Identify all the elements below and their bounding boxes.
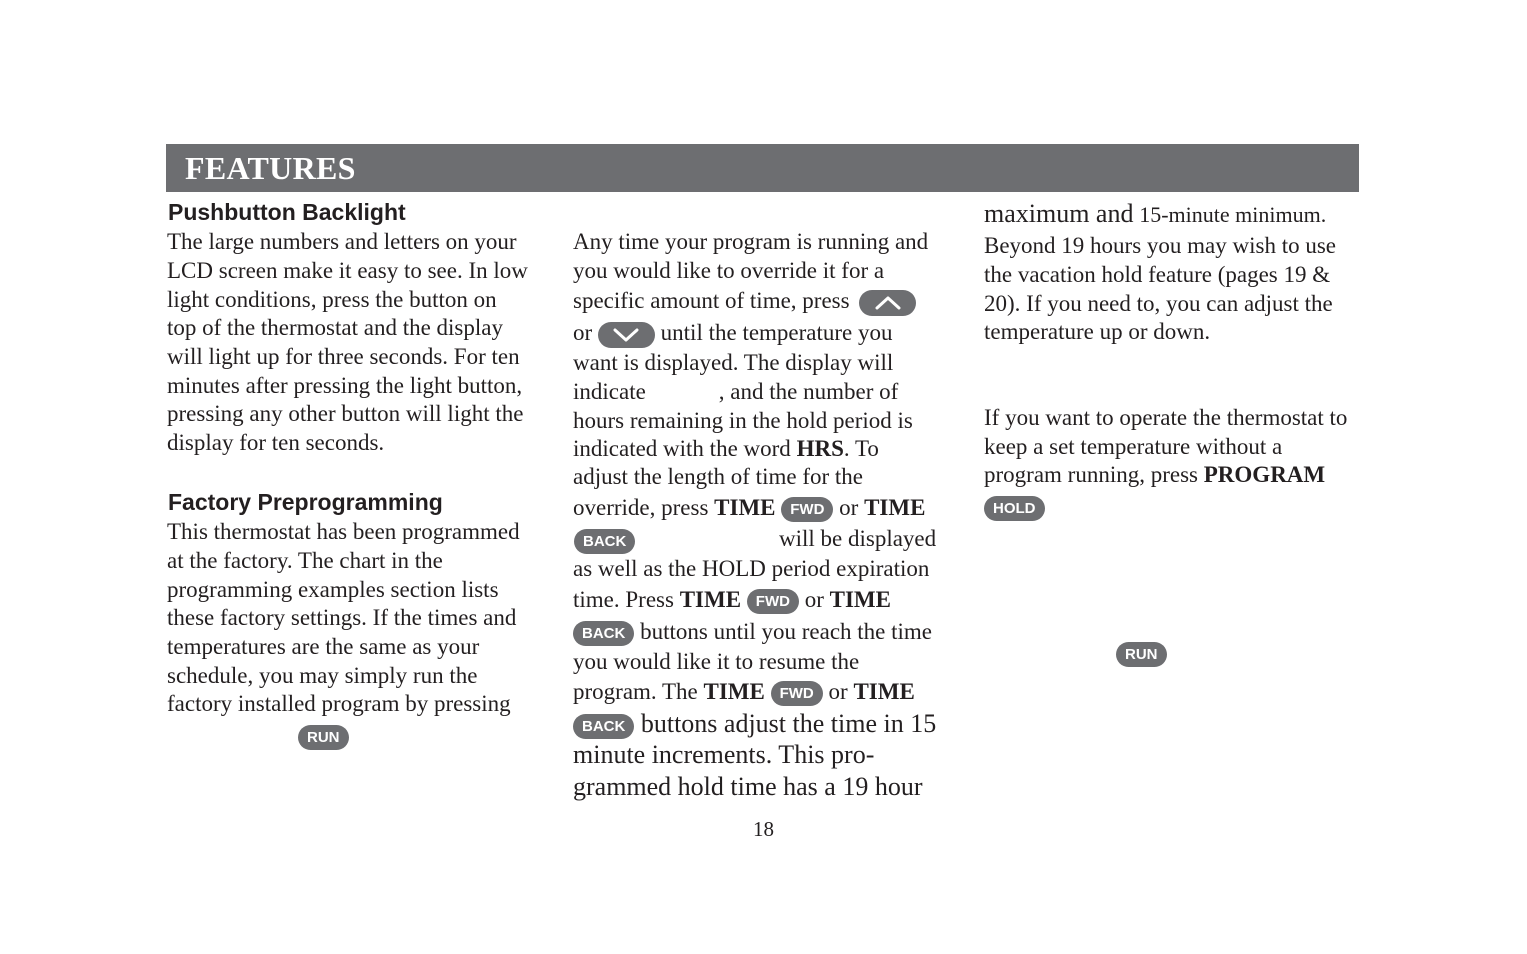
down-arrow-icon xyxy=(598,322,655,348)
hold-button-icon: HOLD xyxy=(984,496,1045,521)
text-line: 20). If you need to, you can adjust the xyxy=(984,291,1333,316)
text-line: time. Press TIME FWD or TIME xyxy=(573,586,891,614)
text-line: program running, press PROGRAM xyxy=(984,462,1326,487)
text-line: adjust the length of time for the xyxy=(573,464,863,489)
text-line: programming examples section lists xyxy=(167,577,499,602)
text-line: you would like it to resume the xyxy=(573,649,860,674)
text-line: minute increments. This pro- xyxy=(573,740,875,769)
text-line: temperatures are the same as your xyxy=(167,634,480,659)
up-arrow-icon xyxy=(859,290,916,316)
text-line: Beyond 19 hours you may wish to use xyxy=(984,233,1337,258)
text-line: LCD screen make it easy to see. In low xyxy=(167,258,528,283)
text-line: temperature up or down. xyxy=(984,319,1211,344)
back-button-icon: BACK xyxy=(573,621,634,646)
text-line: or until the temperature you xyxy=(573,319,893,348)
text-line: This thermostat has been programmed xyxy=(167,519,520,544)
text-line: maximum and 15-minute minimum. xyxy=(984,199,1327,228)
text-line: factory installed program by pressing xyxy=(167,691,511,716)
text-line: want is displayed. The display will xyxy=(573,350,894,375)
run-button-icon: RUN xyxy=(1116,642,1167,667)
fwd-button-icon: FWD xyxy=(781,497,833,522)
text-line: top of the thermostat and the display xyxy=(167,315,503,340)
text-line: will be displayed xyxy=(779,526,937,551)
text-line: schedule, you may simply run the xyxy=(167,663,478,688)
text-line: BACK buttons adjust the time in 15 xyxy=(573,709,936,739)
back-button-icon: BACK xyxy=(573,714,634,739)
text-line: will light up for three seconds. For ten xyxy=(167,344,520,369)
fwd-button-icon: FWD xyxy=(771,681,823,706)
text-line: the vacation hold feature (pages 19 & xyxy=(984,262,1331,287)
text-line: keep a set temperature without a xyxy=(984,434,1283,459)
text-line: specific amount of time, press xyxy=(573,287,916,316)
text-line: indicated with the word HRS. To xyxy=(573,436,879,461)
section-header-bar xyxy=(166,144,1359,192)
heading-pushbutton-backlight: Pushbutton Backlight xyxy=(168,199,406,225)
text-line: hours remaining in the hold period is xyxy=(573,408,913,433)
fwd-button-icon: FWD xyxy=(747,589,799,614)
text-line: you would like to override it for a xyxy=(573,258,885,283)
text-line: these factory settings. If the times and xyxy=(167,605,517,630)
text-line: light conditions, press the button on xyxy=(167,287,497,312)
text-line: grammed hold time has a 19 hour xyxy=(573,772,923,801)
text-line: as well as the HOLD period expiration xyxy=(573,556,930,581)
run-button-icon: RUN xyxy=(298,725,349,750)
text-line: override, press TIME FWD or TIME xyxy=(573,494,925,522)
text-line: display for ten seconds. xyxy=(167,430,385,455)
text-line: BACK buttons until you reach the time xyxy=(573,618,932,646)
back-button-icon: BACK xyxy=(574,529,635,554)
text-line: at the factory. The chart in the xyxy=(167,548,443,573)
text-line: Any time your program is running and xyxy=(573,229,929,254)
page-number: 18 xyxy=(753,817,774,841)
text-line: program. The TIME FWD or TIME xyxy=(573,678,915,706)
heading-factory-preprogramming: Factory Preprogramming xyxy=(168,489,443,515)
text-line: minutes after pressing the light button, xyxy=(167,373,523,398)
text-line: indicate , and the number of xyxy=(573,379,899,404)
text-line: pressing any other button will light the xyxy=(167,401,524,426)
page-title: FEATURES xyxy=(185,150,356,186)
text-line: The large numbers and letters on your xyxy=(167,229,517,254)
text-line: If you want to operate the thermostat to xyxy=(984,405,1348,430)
